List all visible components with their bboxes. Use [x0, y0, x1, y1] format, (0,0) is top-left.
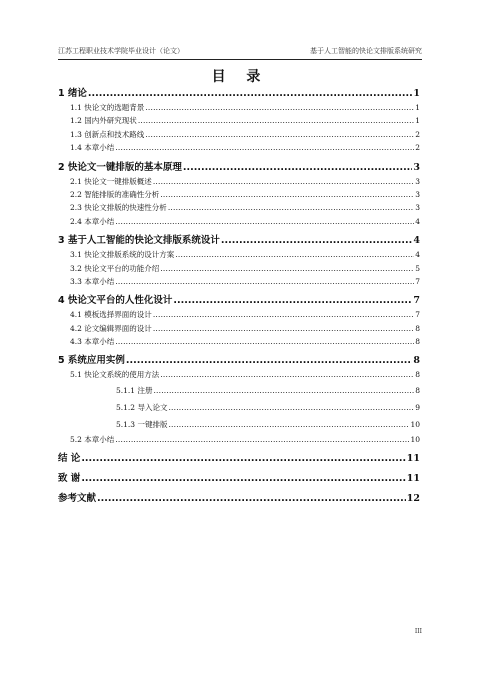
toc-dot-leader: [115, 335, 414, 348]
toc-entry-label: 5.1.2 导入论文: [116, 402, 168, 412]
toc-entry-label: 3.3 本章小结: [70, 276, 115, 286]
toc-entry-label: 2.1 快论文一键排版概述: [70, 176, 152, 186]
toc-entry-page: 4: [413, 235, 420, 247]
toc-dot-leader: [115, 275, 414, 288]
toc-dot-leader: [115, 141, 414, 154]
toc-entry-label: 4 快论文平台的人性化设计: [58, 295, 173, 307]
toc-entry-label: 5.2 本章小结: [70, 434, 115, 444]
toc-entry-page: 8: [415, 370, 420, 380]
toc-entry-level-2[interactable]: [58, 275, 420, 288]
toc-entry-label: 1.4 本章小结: [70, 143, 115, 153]
toc-entry-page: 3: [415, 203, 420, 213]
toc-entry-label: 4.2 论文编辑界面的设计: [70, 323, 152, 333]
toc-entry-level-1[interactable]: [58, 86, 420, 101]
toc-entry-page: 10: [410, 434, 420, 444]
toc-entry-level-2[interactable]: [58, 368, 420, 381]
toc-entry-label: 3.2 快论文平台的功能介绍: [70, 263, 160, 273]
table-of-contents: [58, 86, 420, 506]
toc-entry-label: 1 绪论: [58, 88, 87, 99]
toc-entry-level-2[interactable]: [58, 114, 420, 127]
toc-entry-page: 1: [415, 103, 420, 112]
toc-dot-leader: [81, 451, 405, 466]
toc-entry-level-1[interactable]: [58, 293, 420, 308]
toc-dot-leader: [153, 382, 414, 399]
toc-entry-page: 7: [415, 310, 420, 320]
toc-dot-leader: [145, 101, 414, 114]
toc-entry-label: 5.1 快论文系统的使用方法: [70, 370, 160, 380]
toc-dot-leader: [160, 262, 414, 275]
toc-dot-leader: [173, 293, 412, 308]
toc-dot-leader: [221, 233, 412, 248]
toc-entry-label: 2.2 智能排版的准确性分析: [70, 189, 160, 199]
toc-entry-level-1[interactable]: [58, 233, 420, 248]
toc-dot-leader: [145, 128, 414, 141]
toc-entry-label: 5.1.3 一键排版: [116, 419, 168, 429]
toc-dot-leader: [153, 308, 414, 321]
toc-entry-page: 4: [415, 216, 420, 226]
toc-entry-level-2[interactable]: [58, 308, 420, 321]
page-header: [58, 46, 422, 60]
toc-entry-page: 1: [415, 116, 420, 126]
toc-dot-leader: [168, 399, 414, 416]
toc-dot-leader: [175, 248, 414, 261]
toc-entry-level-2[interactable]: [58, 322, 420, 335]
toc-entry-page: 8: [415, 337, 420, 347]
toc-entry-level-2[interactable]: [58, 201, 420, 214]
toc-entry-page: 9: [415, 402, 420, 412]
toc-entry-level-2[interactable]: [58, 215, 420, 228]
toc-dot-leader: [126, 353, 412, 368]
toc-entry-level-1[interactable]: [58, 160, 420, 175]
toc-entry-level-1[interactable]: [58, 353, 420, 368]
toc-entry-page: 12: [406, 493, 420, 505]
toc-entry-level-2[interactable]: [58, 433, 420, 446]
toc-dot-leader: [81, 471, 405, 486]
header-left-text: 江苏工程职业技术学院毕业设计（论文）: [58, 47, 184, 55]
toc-entry-page: 8: [415, 385, 420, 395]
toc-entry-label: 2 快论文一键排版的基本原理: [58, 161, 182, 173]
toc-dot-leader: [115, 433, 409, 446]
toc-dot-leader: [115, 215, 414, 228]
toc-entry-page: 3: [415, 189, 420, 199]
toc-entry-page: 8: [415, 323, 420, 333]
toc-entry-page: 2: [415, 129, 420, 139]
toc-entry-label: 结 论: [58, 453, 81, 465]
toc-entry-label: 5 系统应用实例: [58, 355, 125, 367]
toc-entry-page: 1: [413, 88, 420, 99]
toc-entry-label: 5.1.1 注册: [116, 385, 153, 395]
toc-entry-level-2[interactable]: [58, 128, 420, 141]
toc-entry-label: 2.3 快论文排版的快速性分析: [70, 203, 167, 213]
toc-entry-label: 致 谢: [58, 473, 81, 485]
toc-entry-page: 7: [413, 295, 420, 307]
toc-entry-page: 7: [415, 276, 420, 286]
toc-entry-page: 5: [415, 263, 420, 273]
toc-entry-label: 2.4 本章小结: [70, 216, 115, 226]
toc-entry-page: 4: [415, 250, 420, 260]
toc-dot-leader: [153, 322, 414, 335]
toc-dot-leader: [183, 160, 412, 175]
toc-entry-level-3[interactable]: [58, 399, 420, 416]
toc-title: 目 录: [211, 69, 269, 85]
toc-dot-leader: [88, 86, 412, 101]
toc-entry-level-3[interactable]: [58, 416, 420, 433]
toc-entry-level-1[interactable]: [58, 491, 420, 506]
page-number: III: [414, 628, 422, 635]
toc-entry-label: 4.1 模板选择界面的设计: [70, 310, 152, 320]
toc-entry-level-2[interactable]: [58, 141, 420, 154]
toc-entry-level-2[interactable]: [58, 175, 420, 188]
toc-dot-leader: [168, 416, 409, 433]
toc-entry-level-2[interactable]: [58, 248, 420, 261]
toc-entry-label: 4.3 本章小结: [70, 337, 115, 347]
toc-entry-label: 参考文献: [58, 493, 97, 505]
toc-entry-level-2[interactable]: [58, 262, 420, 275]
toc-dot-leader: [138, 114, 414, 127]
toc-entry-label: 1.3 创新点和技术路线: [70, 129, 145, 139]
toc-entry-label: 1.2 国内外研究现状: [70, 116, 137, 126]
toc-dot-leader: [153, 175, 414, 188]
header-right-text: 基于人工智能的快论文排版系统研究: [310, 47, 422, 55]
toc-entry-level-1[interactable]: [58, 471, 420, 486]
toc-entry-level-1[interactable]: [58, 451, 420, 466]
toc-entry-label: 1.1 快论文的选题背景: [70, 103, 145, 112]
toc-entry-page: 11: [406, 473, 420, 485]
toc-entry-page: 10: [410, 419, 420, 429]
toc-entry-level-3[interactable]: [58, 382, 420, 399]
toc-entry-page: 2: [415, 143, 420, 153]
toc-entry-page: 3: [415, 176, 420, 186]
toc-entry-level-2[interactable]: [58, 335, 420, 348]
toc-dot-leader: [97, 491, 406, 506]
toc-entry-page: 3: [413, 161, 420, 173]
toc-entry-page: 8: [413, 355, 420, 367]
toc-entry-level-2[interactable]: [58, 101, 420, 114]
toc-entry-page: 11: [406, 453, 420, 465]
toc-dot-leader: [160, 188, 414, 201]
toc-entry-label: 3 基于人工智能的快论文排版系统设计: [58, 235, 220, 247]
toc-entry-label: 3.1 快论文排版系统的设计方案: [70, 250, 175, 260]
toc-dot-leader: [168, 201, 414, 214]
toc-dot-leader: [160, 368, 414, 381]
toc-entry-level-2[interactable]: [58, 188, 420, 201]
